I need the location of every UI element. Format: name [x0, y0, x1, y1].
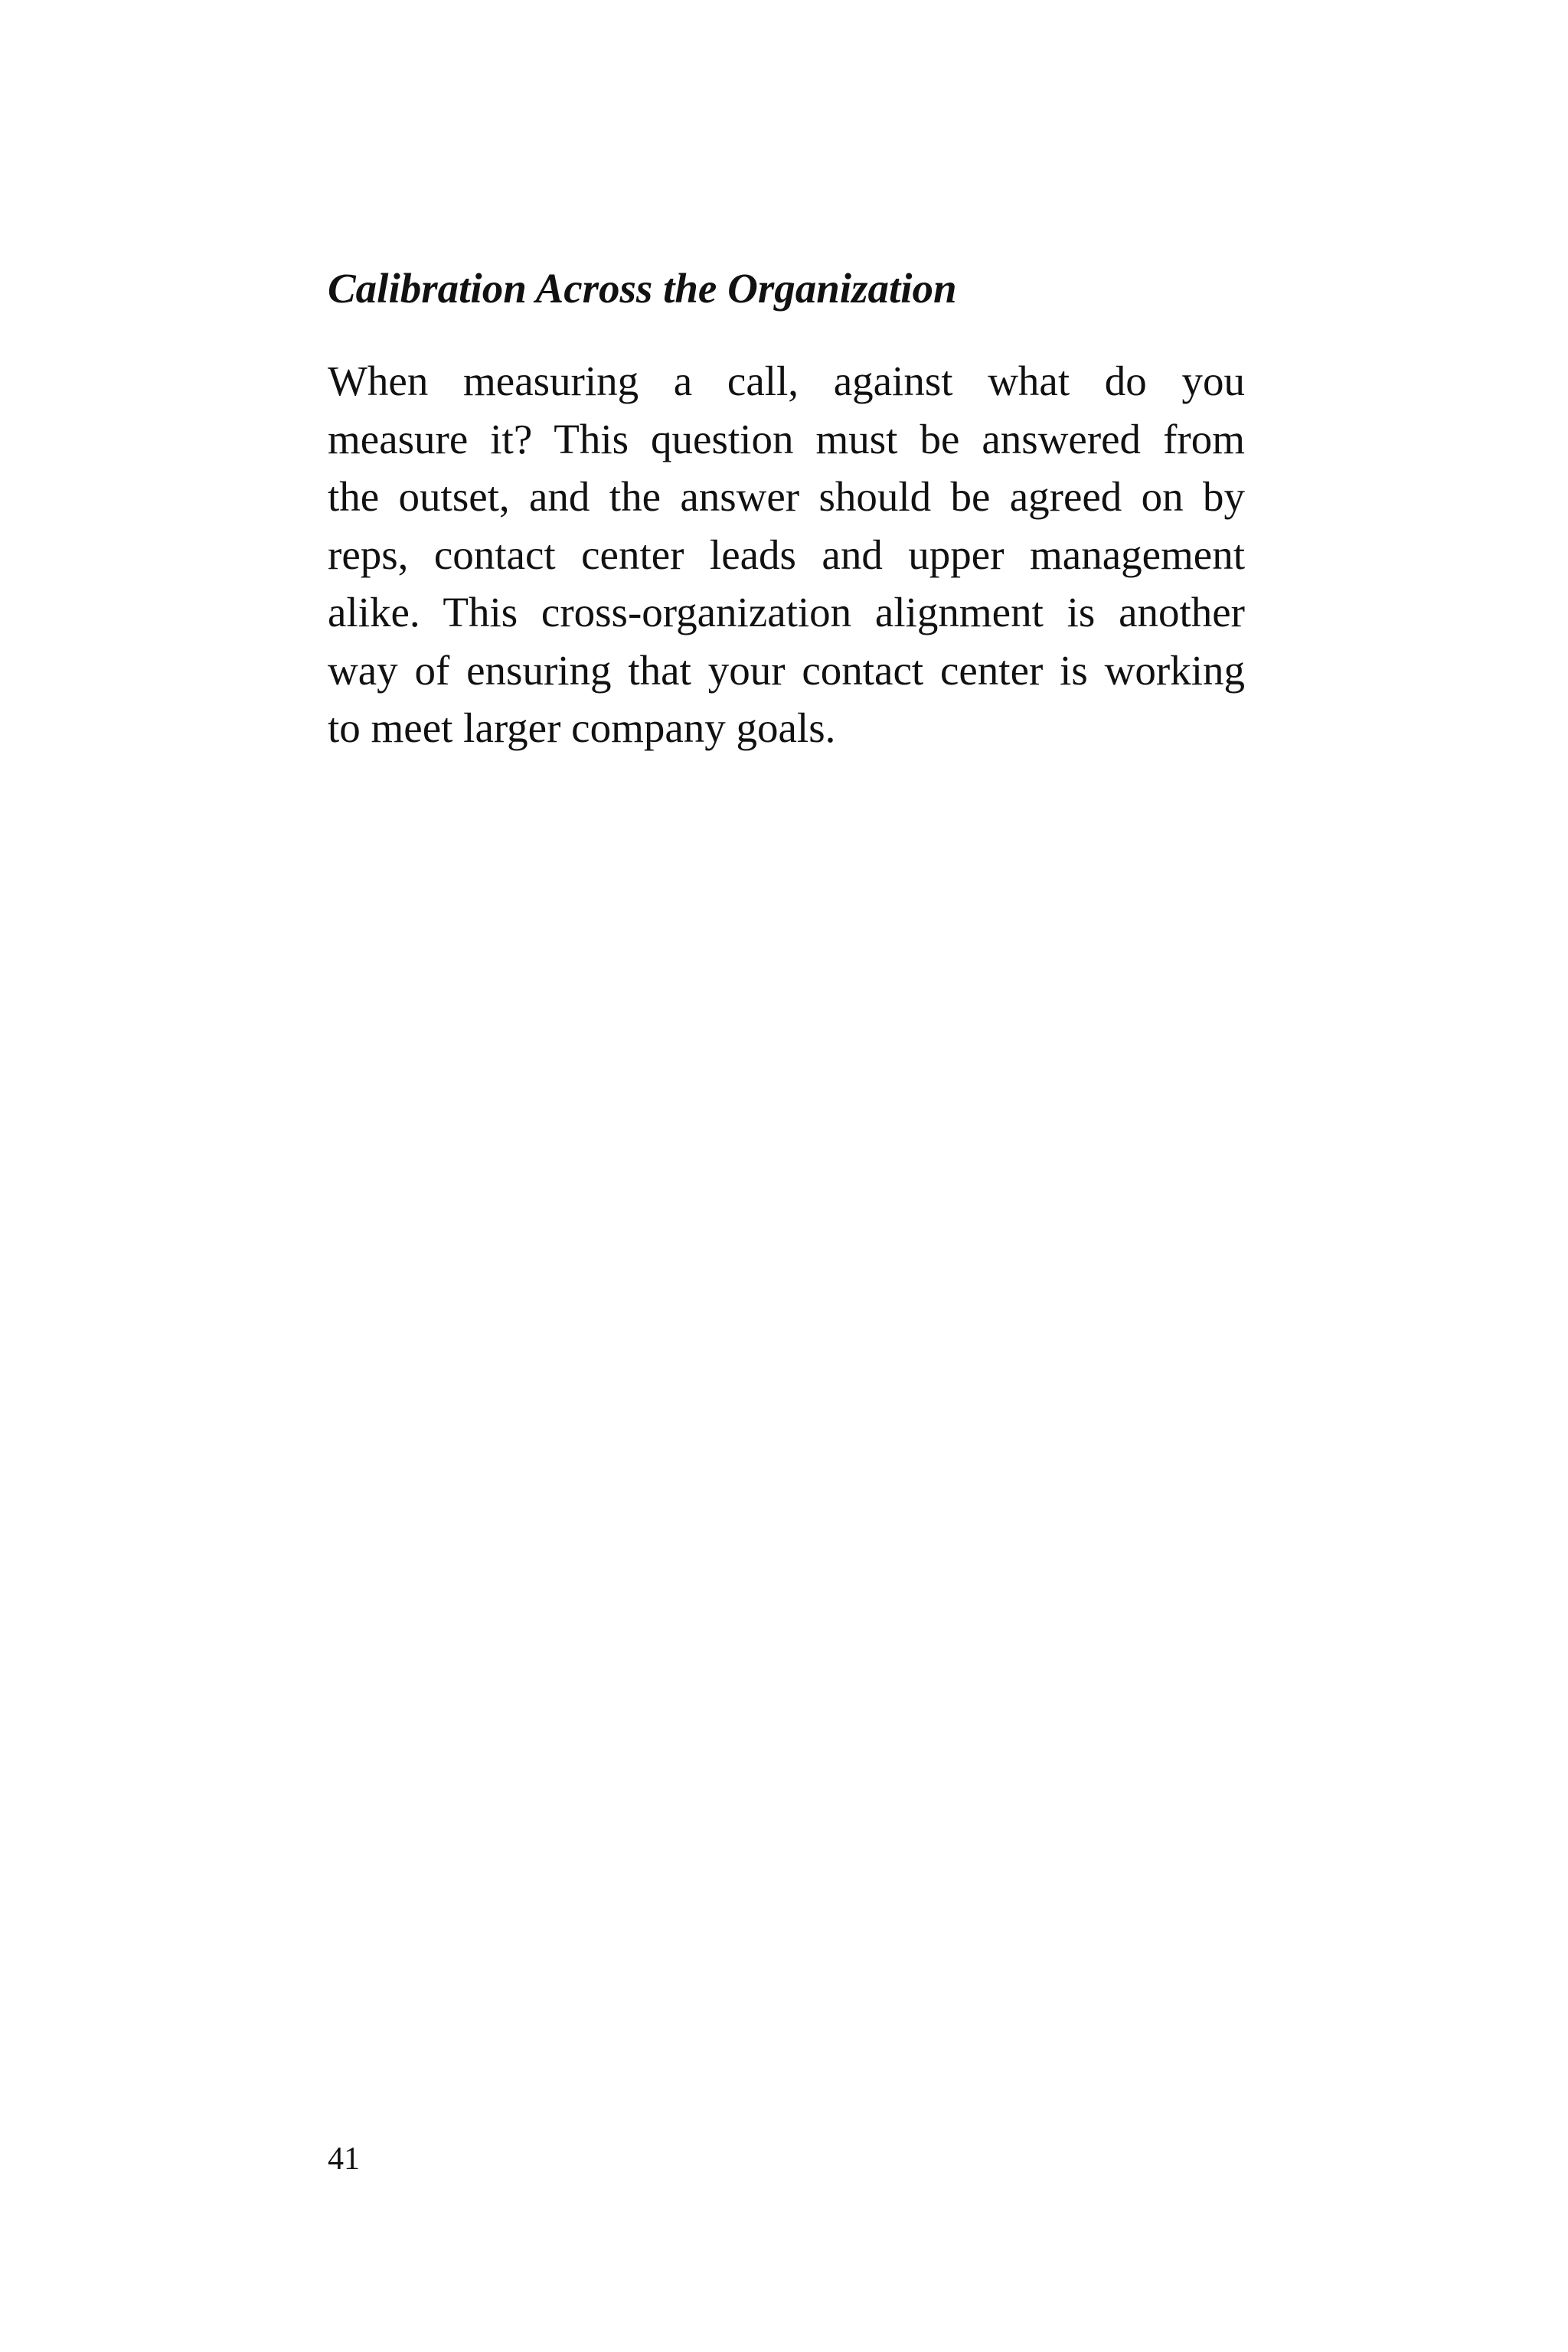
paragraph-line: the outset, and the answer should be agreed on by	[328, 473, 1245, 520]
paragraph-line: way of ensuring that your contact center is working	[328, 646, 1245, 694]
paragraph-line: reps, contact center leads and upper management	[328, 531, 1245, 578]
page-number: 41	[328, 2141, 360, 2177]
paragraph-line: to meet larger company goals.	[328, 704, 836, 751]
paragraph-line: measure it? This question must be answered from	[328, 415, 1245, 462]
body-paragraph	[328, 352, 1245, 757]
section-heading: Calibration Across the Organization	[328, 265, 957, 312]
paragraph-line: alike. This cross-organization alignment is another	[328, 589, 1245, 635]
paragraph-line: When measuring a call, against what do you	[328, 358, 1245, 404]
